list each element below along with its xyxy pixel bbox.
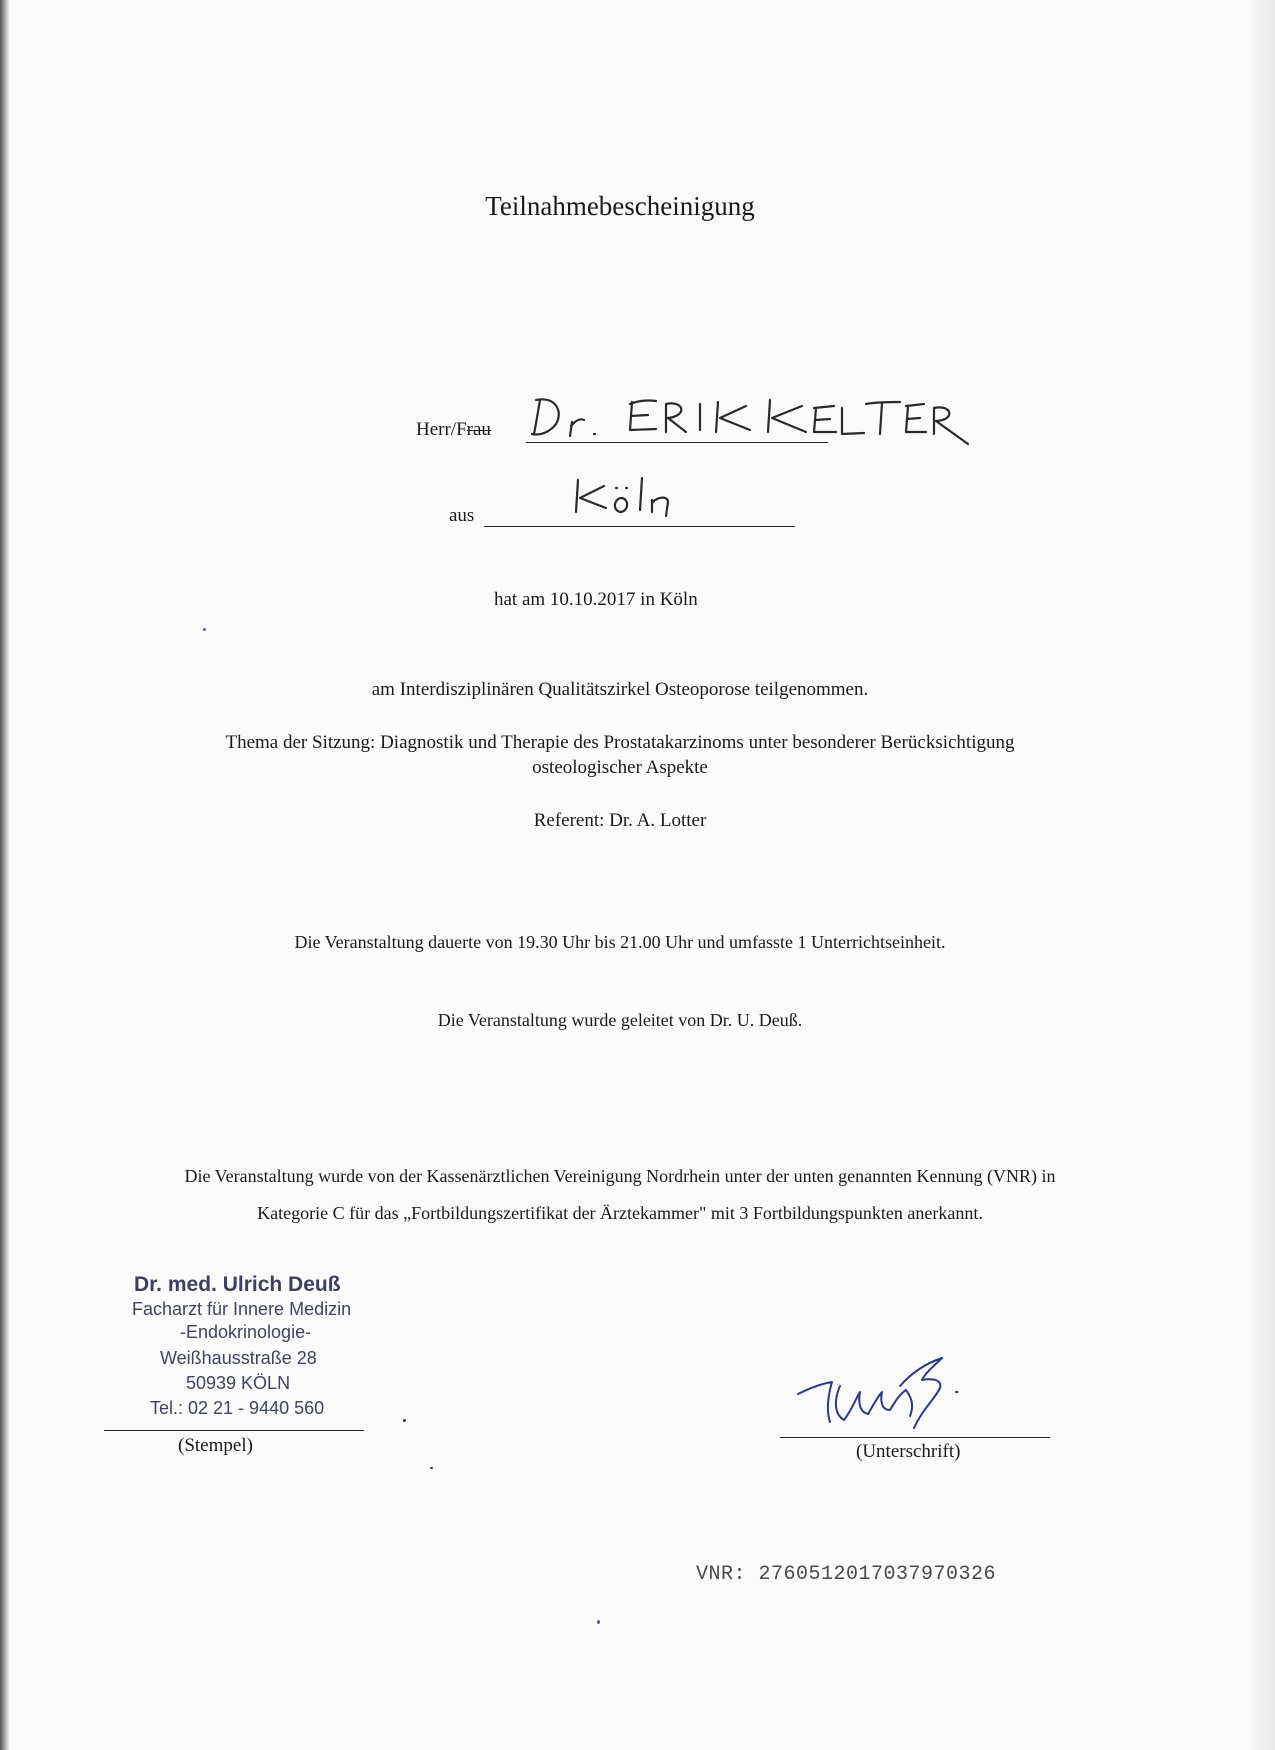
salutation-struck: rau: [466, 419, 491, 440]
duration-line: Die Veranstaltung dauerte von 19.30 Uhr bis 21.00 Uhr und umfasste 1 Unterrichtseinheit.: [294, 932, 946, 952]
accreditation-line-2: Kategorie C für das „Fortbildungszertifikat der Ärztekammer" mit 3 Fortbildungspunkten anerkannt.: [257, 1203, 983, 1223]
stamp-line-street: Weißhausstraße 28: [160, 1348, 317, 1368]
stamp-line-subspecialty: -Endokrinologie-: [180, 1322, 312, 1342]
stamp-label: (Stempel): [178, 1435, 253, 1456]
stamp-name: Dr. med. Ulrich Deuß: [134, 1273, 341, 1296]
stamp-line-city: 50939 KÖLN: [186, 1373, 291, 1393]
topic-line-2: osteologischer Aspekte: [532, 757, 708, 778]
signature-underline: [780, 1437, 1050, 1438]
led-by-line: Die Veranstaltung wurde geleitet von Dr. U. Deuß.: [437, 1010, 803, 1030]
handwritten-city: [566, 470, 696, 530]
handwritten-name: [520, 388, 980, 454]
stamp-line-specialty: Facharzt für Innere Medizin: [132, 1299, 352, 1319]
date-line: hat am 10.10.2017 in Köln: [494, 589, 698, 610]
scan-speck: [597, 1620, 600, 1624]
signature: [790, 1350, 1010, 1440]
scan-left-edge: [0, 0, 10, 1750]
scan-speck: [403, 1419, 406, 1422]
participation-line: am Interdisziplinären Qualitätszirkel Osteoporose teilgenommen.: [371, 679, 869, 700]
signature-label: (Unterschrift): [856, 1441, 961, 1462]
speaker-line: Referent: Dr. A. Lotter: [533, 810, 707, 831]
salutation-label: [416, 418, 491, 442]
stamp-line-phone: Tel.: 02 21 - 9440 560: [150, 1398, 325, 1418]
scan-speck: [430, 1467, 433, 1469]
accreditation-line-1: Die Veranstaltung wurde von der Kassenärztlichen Vereinigung Nordrhein unter der unten genannten Kennung (VNR) in: [184, 1166, 1056, 1186]
stamp-underline: [104, 1430, 364, 1431]
from-label: aus: [449, 505, 475, 526]
document-title: Teilnahmebescheinigung: [485, 191, 755, 221]
doctor-stamp: [100, 1272, 400, 1420]
salutation-prefix: Herr/F: [416, 419, 467, 440]
vnr-number: VNR: 2760512017037970326: [696, 1563, 997, 1586]
topic-line-1: Thema der Sitzung: Diagnostik und Therapie des Prostatakarzinoms unter besonderer Berücksichtigung: [225, 732, 1015, 753]
scan-speck: [203, 628, 206, 631]
scan-right-edge: [1247, 0, 1275, 1750]
